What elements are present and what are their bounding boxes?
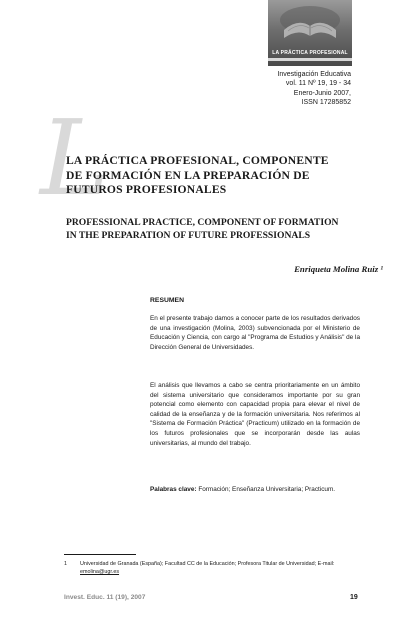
article-title-english (66, 217, 366, 242)
title-es-line: DE FORMACIÓN EN LA PREPARACIÓN DE (66, 168, 310, 182)
header-bar (268, 58, 352, 61)
article-title-spanish (66, 154, 366, 198)
keywords-label: Palabras clave: (150, 486, 197, 493)
abstract-paragraph-1: En el presente trabajo damos a conocer parte de los resultados derivados de una investigación (Molina, 2003) subvencionada por el Ministerio de Educación y Ciencia, con cargo al "Programa de Estudios y Análisis" de la Dirección General de Universidades. (150, 315, 360, 351)
open-book-icon (268, 0, 352, 66)
footnote (64, 560, 364, 576)
journal-volume: vol. 11 Nº 19, 19 - 34 (285, 80, 351, 88)
journal-name: Investigación Educativa (277, 71, 351, 78)
abstract-paragraph-2: El análisis que llevamos a cabo se centra prioritariamente en un ámbito del sistema universitario que consideramos importante por su gran potencial como elemento con capacidad propia para elevar el nivel de calidad de la enseñanza y de la formación universitaria. Nos referimos al "Sistema de Formación Práctica" (Practicum) utilizado en la formación de los futuros profesionales que se incorporarán desde las aulas universitarias, al mundo del trabajo. (150, 382, 360, 447)
title-en-line: PROFESSIONAL PRACTICE, COMPONENT OF FORMATION (66, 217, 339, 228)
footnote-text: Universidad de Granada (España); Facultad CC de la Educación; Profesora Titular de Universidad; E-mail: (80, 561, 335, 567)
footnote-rule (64, 554, 136, 555)
keywords (150, 485, 360, 495)
abstract-heading: RESUMEN (150, 297, 184, 304)
journal-info (277, 70, 351, 108)
keywords-text: Formación; Enseñanza Universitaria; Practicum. (196, 486, 336, 493)
title-es-line: LA PRÁCTICA PROFESIONAL, COMPONENTE (66, 154, 329, 167)
cover-image-label: LA PRÁCTICA PROFESIONAL (272, 50, 348, 56)
footer-citation: Invest. Educ. 11 (19), 2007 (64, 594, 146, 601)
footnote-number: 1 (64, 561, 67, 567)
journal-period: Enero-Junio 2007, (293, 89, 351, 97)
title-en-line: IN THE PREPARATION OF FUTURE PROFESSIONALS (66, 229, 311, 241)
journal-cover-image (268, 0, 352, 66)
journal-issn: ISSN 17285852 (301, 99, 351, 107)
title-es-line: FUTUROS PROFESIONALES (66, 183, 227, 196)
decorative-initial: L (40, 97, 110, 219)
page-number: 19 (350, 594, 358, 601)
author-email-link[interactable]: emolina@ugr.es (80, 569, 120, 575)
author-name: Enriqueta Molina Ruiz ¹ (294, 264, 383, 274)
